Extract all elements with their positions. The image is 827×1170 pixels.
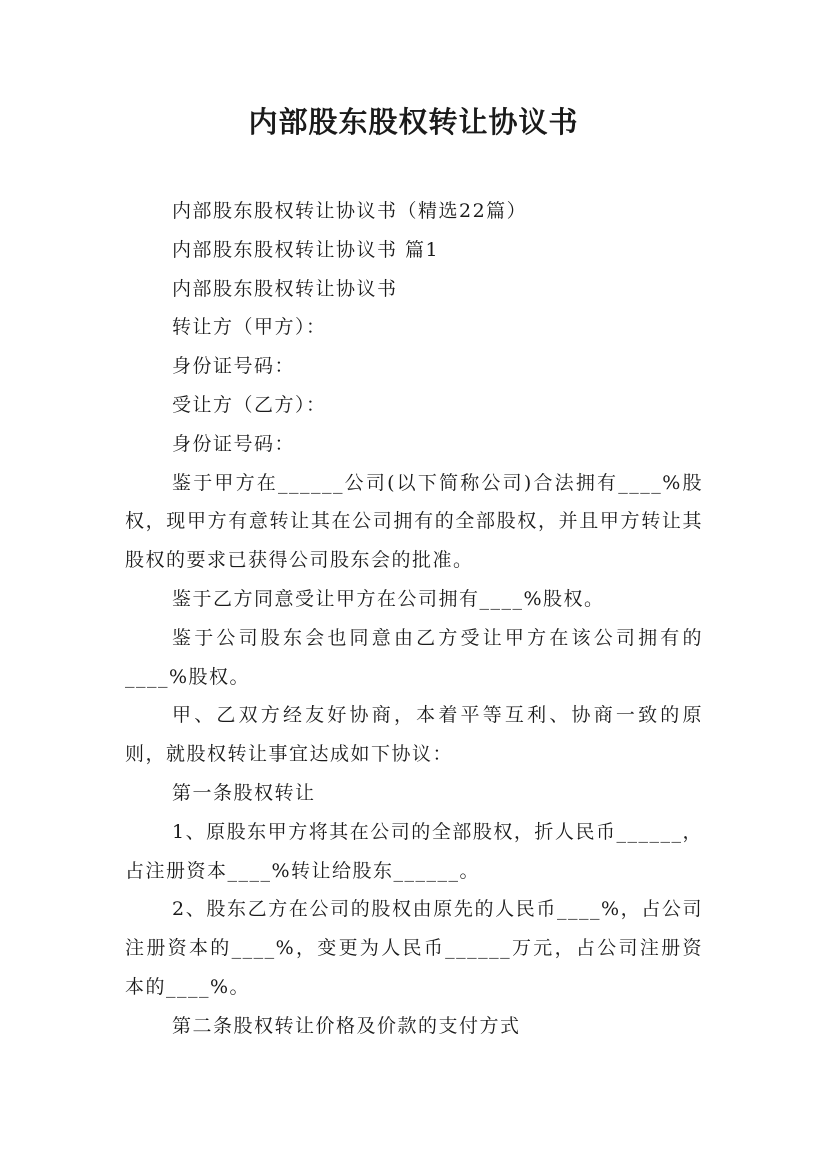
paragraph-transferor-id: 身份证号码： xyxy=(172,355,296,378)
document-body xyxy=(125,192,703,1046)
paragraph-consensus: 甲、乙双方经友好协商，本着平等互利、协商一致的原则，就股权转让事宜达成如下协议： xyxy=(125,704,703,766)
paragraph-article-1-clause-2: 2、股东乙方在公司的股权由原先的人民币____%，占公司注册资本的____%，变更为人民币______万元，占公司注册资本的____%。 xyxy=(125,898,703,998)
paragraph-recital-2: 鉴于乙方同意受让甲方在公司拥有____%股权。 xyxy=(172,587,605,610)
paragraph-article-2-heading: 第二条股权转让价格及价款的支付方式 xyxy=(172,1014,521,1037)
paragraph-section-heading: 内部股东股权转让协议书 篇1 xyxy=(172,238,440,261)
paragraph-agreement-title: 内部股东股权转让协议书 xyxy=(172,277,398,300)
paragraph-transferee-id: 身份证号码： xyxy=(172,432,296,455)
paragraph-transferee: 受让方（乙方）： xyxy=(172,393,327,416)
paragraph-subtitle: 内部股东股权转让协议书（精选22篇） xyxy=(172,200,528,222)
document-title: 内部股东股权转让协议书 xyxy=(248,105,579,139)
paragraph-recital-1: 鉴于甲方在______公司(以下简称公司)合法拥有____%股权，现甲方有意转让其在公司拥有的全部股权，并且甲方转让其股权的要求已获得公司股东会的批准。 xyxy=(125,471,703,572)
paragraph-transferor: 转让方（甲方）： xyxy=(172,316,327,339)
paragraph-article-1-clause-1: 1、原股东甲方将其在公司的全部股权，折人民币______，占注册资本____%转让给股东______。 xyxy=(125,820,703,882)
paragraph-article-1-heading: 第一条股权转让 xyxy=(172,781,316,804)
paragraph-recital-3: 鉴于公司股东会也同意由乙方受让甲方在该公司拥有的____%股权。 xyxy=(125,626,703,688)
